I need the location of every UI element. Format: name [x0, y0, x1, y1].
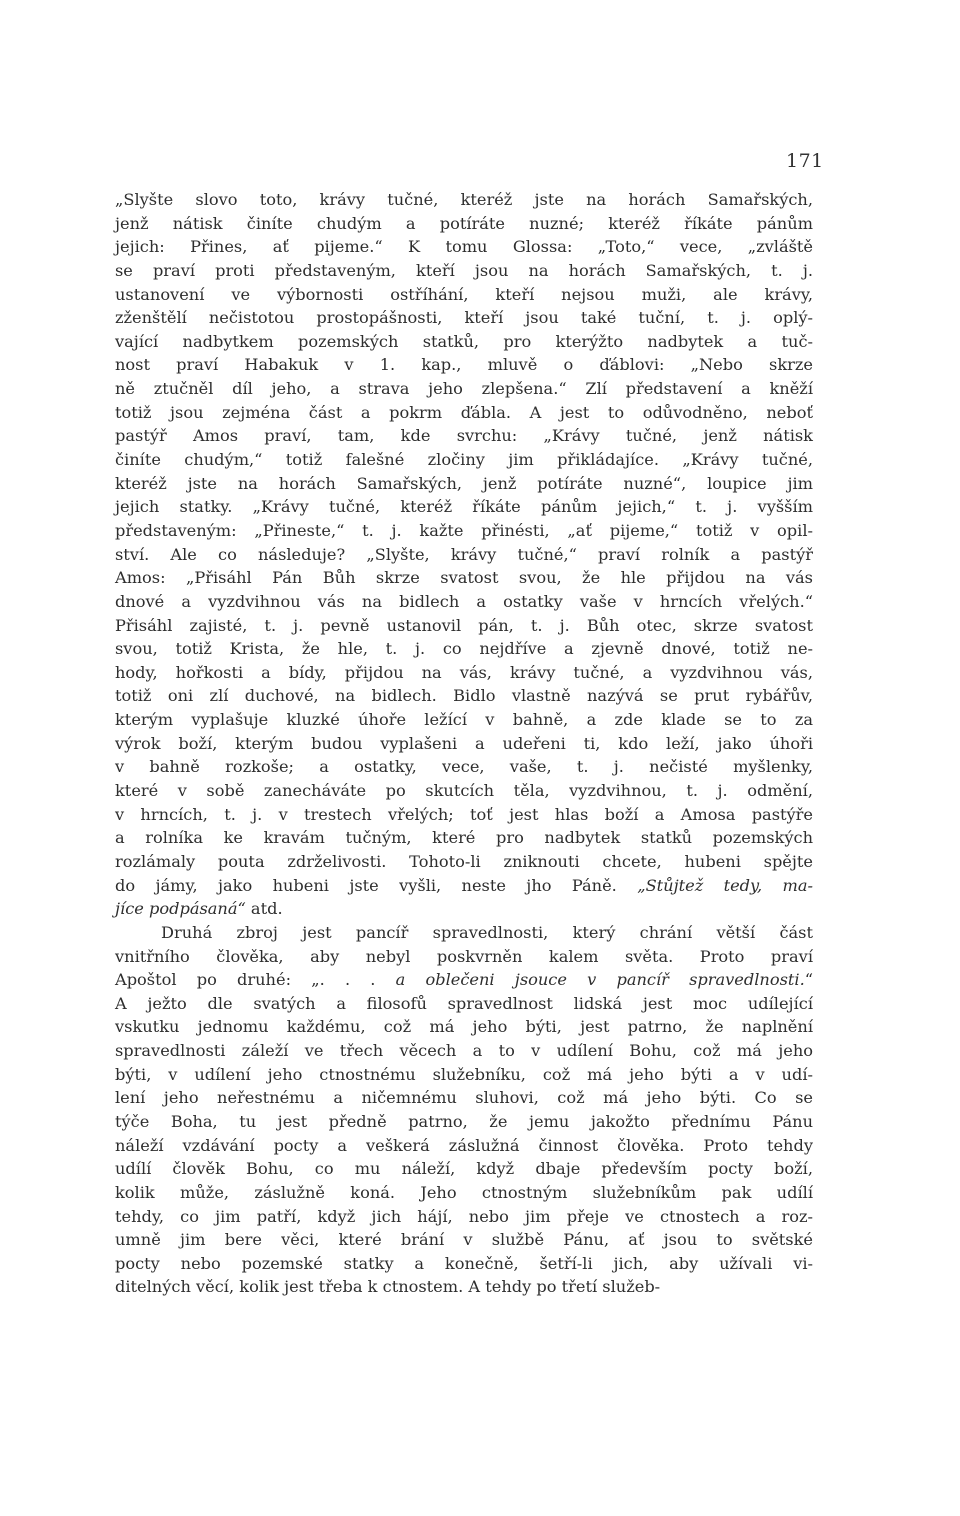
text-line: tehdy, co jim patří, když jich hájí, nebo jim přeje ve ctnostech a roz-	[115, 1206, 813, 1226]
text-line: týče Boha, tu jest předně patrno, že jemu jakožto přednímu Pánu	[115, 1111, 813, 1131]
text-line: Druhá zbroj jest pancíř spravedlnosti, který chrání větší část	[161, 922, 813, 942]
paragraph	[115, 188, 813, 921]
text-line: které v sobě zanecháváte po skutcích těla, vyzdvihnou, t. j. odmění,	[115, 781, 813, 801]
text-line: představeným: „Přineste,“ t. j. kažte přinésti, „ať pijeme,“ totiž v opil-	[115, 520, 813, 540]
text-line: náleží vzdávání pocty a veškerá záslužná činnost člověka. Proto tehdy	[115, 1135, 813, 1155]
text-line: vnitřního člověka, aby nebyl poskvrněn kalem světa. Proto praví	[115, 946, 813, 966]
text-line: svou, totiž Krista, že hle, t. j. co nejdříve a zjevně dnové, totiž ne-	[115, 639, 813, 659]
text-line: a rolníka ke kravám tučným, které pro nadbytek statků pozemských	[115, 828, 813, 848]
text-line: „Slyšte slovo toto, krávy tučné, kteréž jste na horách Samařských,	[115, 190, 813, 209]
text-line: spravedlnosti záleží ve třech věcech a to v udílení Bohu, což má jeho	[115, 1041, 813, 1061]
text-line: ustanovení ve výbornosti ostříhání, kteří nejsou muži, ale krávy,	[115, 284, 813, 304]
text-line: A ježto dle svatých a filosofů spravedlnost lidská jest moc udílející	[115, 993, 813, 1013]
text-line: činíte chudým,“ totiž falešné zločiny jim přikládajíce. „Krávy tučné,	[115, 450, 813, 470]
text-line: kolik může, záslužně koná. Jeho ctnostným služebníkům pak udílí	[115, 1182, 813, 1202]
text-line: nost praví Habakuk v 1. kap., mluvě o ďáblovi: „Nebo skrze	[115, 355, 813, 375]
text-line: jíce podpásaná“ atd.	[115, 899, 283, 919]
text-line: do jámy, jako hubeni jste vyšli, neste jho Páně. „Stůjtež tedy, ma-	[115, 875, 813, 895]
text-line: Přisáhl zajisté, t. j. pevně ustanovil pán, t. j. Bůh otec, skrze svatost	[115, 615, 813, 635]
text-line: ditelných věcí, kolik jest třeba k ctnostem. A tehdy po třetí služeb-	[115, 1277, 661, 1297]
text-line: pocty nebo pozemské statky a konečně, šetří-li jich, aby užívali vi-	[115, 1253, 813, 1273]
text-line: v hrncích, t. j. v trestech vřelých; toť jest hlas boží a Amosa pastýře	[115, 804, 813, 824]
text-line: kterým vyplašuje kluzké úhoře ležící v bahně, a zde klade se to za	[115, 710, 813, 730]
text-line: Amos: „Přisáhl Pán Bůh skrze svatost svou, že hle přijdou na vás	[115, 568, 813, 588]
text-line: zženštělí nečistotou prostopášnosti, kteří jsou také tuční, t. j. oplý-	[115, 308, 813, 328]
text-line: totiž jsou zejména část a pokrm ďábla. A jest to odůvodněno, neboť	[115, 402, 813, 422]
text-line: udílí člověk Bohu, co mu náleží, když dbaje především pocty boží,	[115, 1159, 813, 1179]
text-line: rozlámaly pouta zdrželivosti. Tohoto-li zniknouti chcete, hubeni spějte	[115, 851, 813, 871]
text-line: jenž nátisk činíte chudým a potíráte nuzné; kteréž říkáte pánům	[115, 213, 813, 233]
page-number: 171	[786, 150, 824, 172]
text-line: ství. Ale co následuje? „Slyšte, krávy tučné,“ praví rolník a pastýř	[115, 544, 813, 564]
text-line: býti, v udílení jeho ctnostnému služebníku, což má jeho býti a v udí-	[115, 1064, 813, 1084]
body-text	[115, 188, 813, 1299]
text-line: výrok boží, kterým budou vyplašeni a udeřeni ti, kdo leží, jako úhoři	[115, 733, 813, 753]
text-line: lení jeho neřestnému a ničemnému sluhovi, což má jeho býti. Co se	[115, 1088, 813, 1108]
text-line: umně jim bere věci, které brání v službě Pánu, ať jsou to světské	[115, 1230, 813, 1250]
text-line: ně ztučněl díl jeho, a strava jeho zlepšena.“ Zlí představení a kněží	[115, 379, 813, 399]
text-line: Apoštol po druhé: „. . . a oblečeni jsouce v pancíř spravedlnosti.“	[115, 970, 814, 990]
text-line: v bahně rozkoše; a ostatky, vece, vaše, t. j. nečisté myšlenky,	[115, 757, 813, 777]
text-line: vající nadbytkem pozemských statků, pro kterýžto nadbytek a tuč-	[115, 331, 813, 351]
paragraph	[115, 921, 813, 1299]
text-line: jejich: Přines, ať pijeme.“ K tomu Glossa: „Toto,“ vece, „zvláště	[115, 237, 813, 257]
text-line: pastýř Amos praví, tam, kde svrchu: „Krávy tučné, jenž nátisk	[115, 426, 813, 446]
text-line: vskutku jednomu každému, což má jeho býti, jest patrno, že naplnění	[115, 1017, 813, 1037]
text-line: kteréž jste na horách Samařských, jenž potíráte nuzné“, loupice jim	[115, 473, 813, 493]
text-line: totiž oni zlí duchové, na bidlech. Bidlo vlastně nazývá se prut rybářův,	[115, 686, 813, 706]
text-line: se praví proti představeným, kteří jsou na horách Samařských, t. j.	[115, 260, 813, 280]
text-line: jejich statky. „Krávy tučné, kteréž říkáte pánům jejich,“ t. j. vyšším	[115, 497, 813, 517]
text-line: dnové a vyzdvihnou vás na bidlech a ostatky vaše v hrncích vřelých.“	[115, 591, 813, 611]
text-line: hody, hořkosti a bídy, přijdou na vás, krávy tučné, a vyzdvihnou vás,	[115, 662, 813, 682]
